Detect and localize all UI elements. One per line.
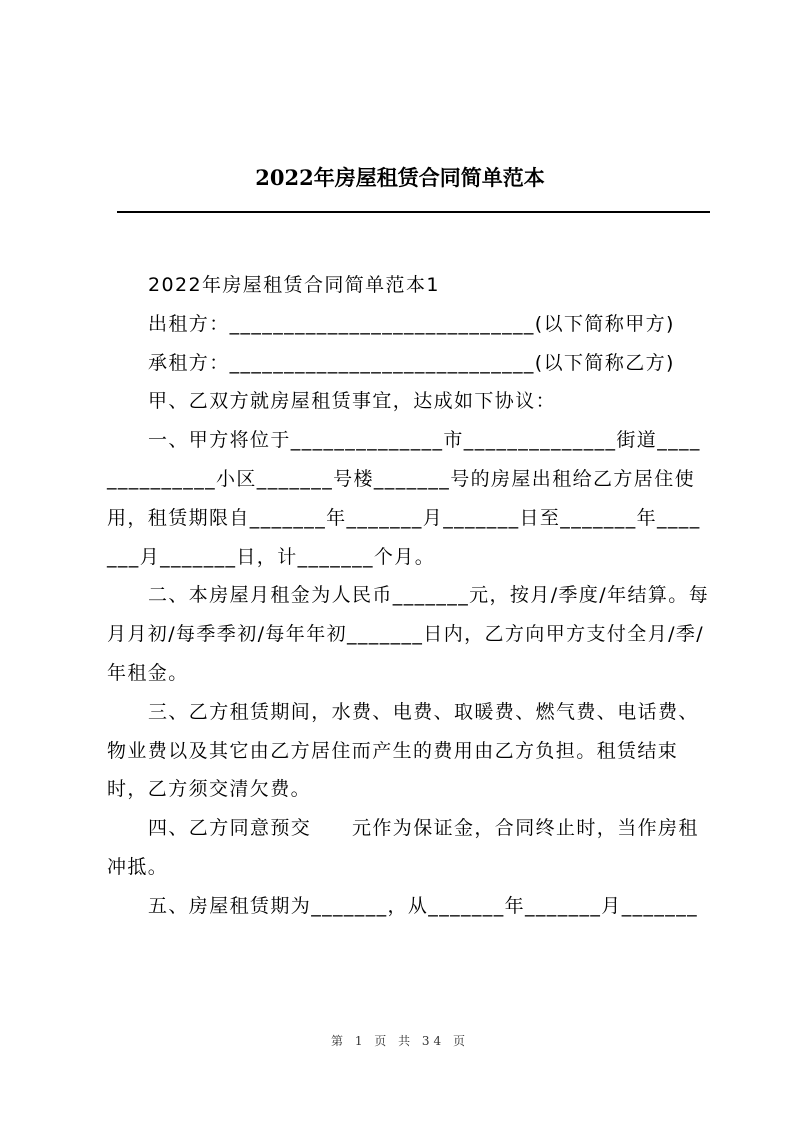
agreement-intro: 甲、乙双方就房屋租赁事宜，达成如下协议： — [148, 390, 557, 413]
clause-2: 二、本房屋月租金为人民币_______元，按月/季度/年结算。每月月初/每季季初/每年年初_______日内，乙方向甲方支付全月/季/年租金。 — [107, 584, 710, 684]
lessor-line: 出租方：____________________________(以下简称甲方) — [148, 312, 675, 335]
document-title: 2022年房屋租赁合同简单范本 — [255, 165, 545, 190]
clause-3: 三、乙方租赁期间，水费、电费、取暖费、燃气费、电话费、物业费以及其它由乙方居住而产生的费用由乙方负担。租赁结束时，乙方须交清欠费。 — [107, 700, 699, 801]
clause-1: 一、甲方将位于______________市______________街道______________小区_______号楼_______号的房屋出租给乙方居住使用，租赁期限自_______年_______月_______日至_______年_______月_______日，计_______个月。 — [107, 429, 701, 568]
page-number-footer: 第 1 页 共 34 页 — [331, 1034, 469, 1048]
document-body — [107, 266, 711, 926]
clause-5: 五、房屋租赁期为_______，从_______年_______月_______ — [148, 894, 699, 917]
lessee-line: 承租方：____________________________(以下简称乙方) — [148, 351, 675, 374]
section-heading: 2022年房屋租赁合同简单范本1 — [148, 274, 440, 296]
clause-4: 四、乙方同意预交 元作为保证金，合同终止时，当作房租冲抵。 — [107, 817, 699, 878]
title-underline-divider — [117, 211, 710, 213]
